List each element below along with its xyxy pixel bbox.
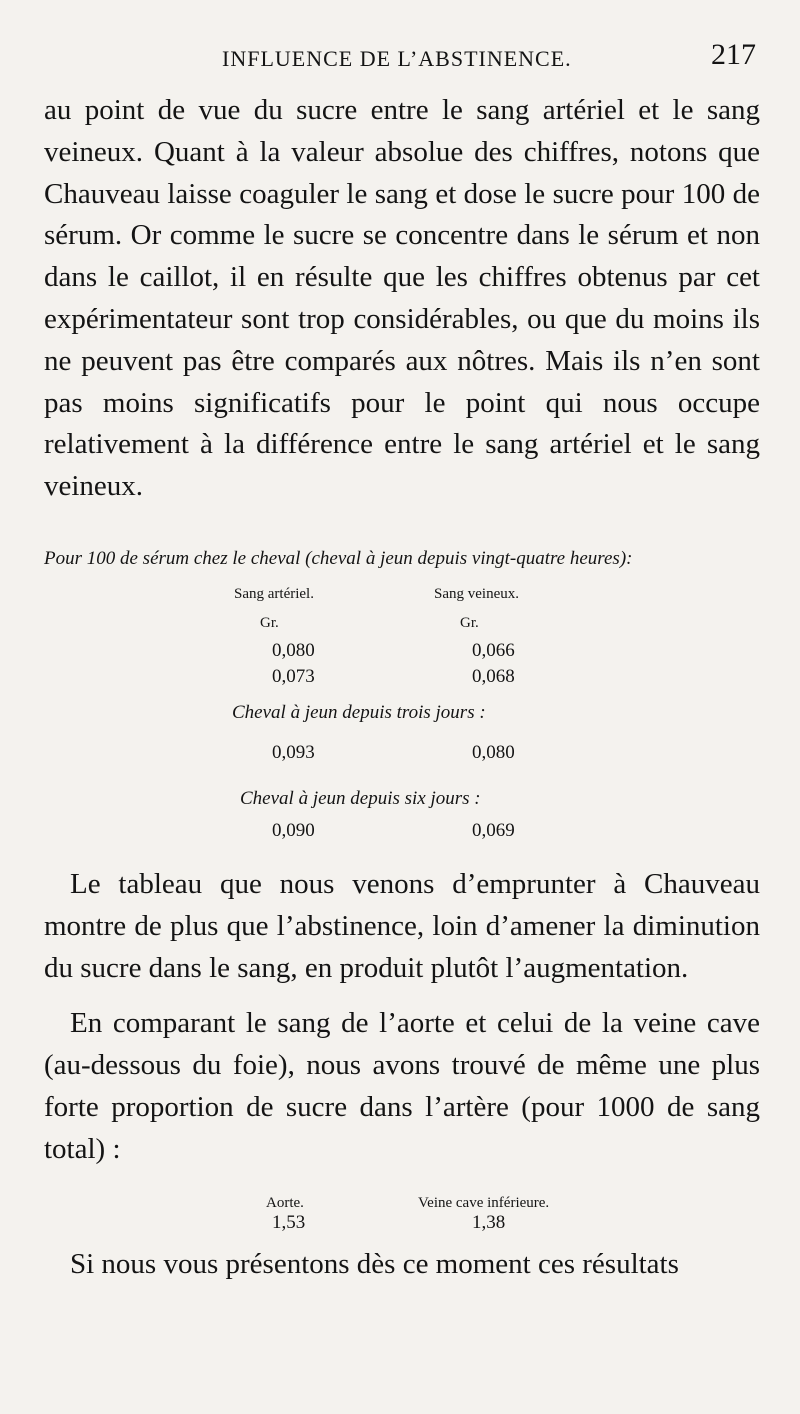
table-chauveau — [44, 548, 760, 842]
table-row — [272, 666, 760, 688]
table-row — [272, 742, 760, 764]
unit-venous: Gr. — [460, 614, 479, 631]
table-row — [272, 820, 760, 842]
running-head: INFLUENCE DE L’ABSTINENCE. — [222, 46, 572, 71]
value-venous: 0,069 — [472, 819, 515, 841]
paragraph-1: au point de vue du sucre entre le sang artériel et le sang veineux. Quant à la valeur absolue des chiffres, notons que Chauveau laisse coaguler le sang et dose le sucre pour 100 de sérum. Or comme le sucre se concentre dans le sérum et non dans le caillot, il en résulte que les chiffres obtenus par cet expérimentateur sont trop considérables, ou que du moins ils ne peuvent pas être comparés aux nôtres. Mais ils n’en sont pas moins significatifs pour le point qui nous occupe relativement à la différence entre le sang artériel et le sang veineux. — [44, 94, 760, 503]
value-vena-cava: 1,38 — [472, 1211, 506, 1233]
value-venous: 0,066 — [472, 639, 515, 661]
paragraph-3: En comparant le sang de l’aorte et celui de la veine cave (au-dessous du foie), nous avons trouvé de même une plus forte proportion de sucre dans l’artère (pour 1000 de sang total) : — [44, 1007, 760, 1165]
column-header-venous: Sang veineux. — [434, 585, 519, 602]
table-column-headers — [266, 1195, 760, 1212]
value-arterial: 0,090 — [272, 819, 315, 841]
page-number: 217 — [711, 38, 756, 71]
column-header-vena-cava: Veine cave inférieure. — [418, 1194, 550, 1211]
page-body — [44, 90, 760, 1285]
paragraph-2: Le tableau que nous venons d’emprunter à Chauveau montre de plus que l’abstinence, loin d’amener la diminution du sucre dans le sang, en produit plutôt l’augmentation. — [44, 867, 760, 984]
page-header — [44, 38, 760, 78]
column-header-aorta: Aorte. — [266, 1194, 304, 1211]
value-arterial: 0,080 — [272, 639, 315, 661]
unit-arterial: Gr. — [260, 614, 279, 631]
value-venous: 0,080 — [472, 741, 515, 763]
table-column-headers — [234, 586, 760, 603]
table-row — [272, 1212, 760, 1234]
value-aorta: 1,53 — [272, 1211, 306, 1233]
sub-caption-six-days: Cheval à jeun depuis six jours : — [240, 787, 481, 809]
table-caption: Pour 100 de sérum chez le cheval (cheval à jeun depuis vingt-quatre heures): — [44, 547, 633, 569]
paragraph-4: Si nous vous présentons dès ce moment ces résultats — [70, 1247, 679, 1280]
table-row — [272, 640, 760, 662]
value-arterial: 0,073 — [272, 665, 315, 687]
sub-caption-three-days: Cheval à jeun depuis trois jours : — [232, 701, 486, 723]
table-units — [260, 615, 760, 632]
column-header-arterial: Sang artériel. — [234, 585, 314, 602]
value-venous: 0,068 — [472, 665, 515, 687]
value-arterial: 0,093 — [272, 741, 315, 763]
table-aorta-vena-cava — [44, 1195, 760, 1234]
